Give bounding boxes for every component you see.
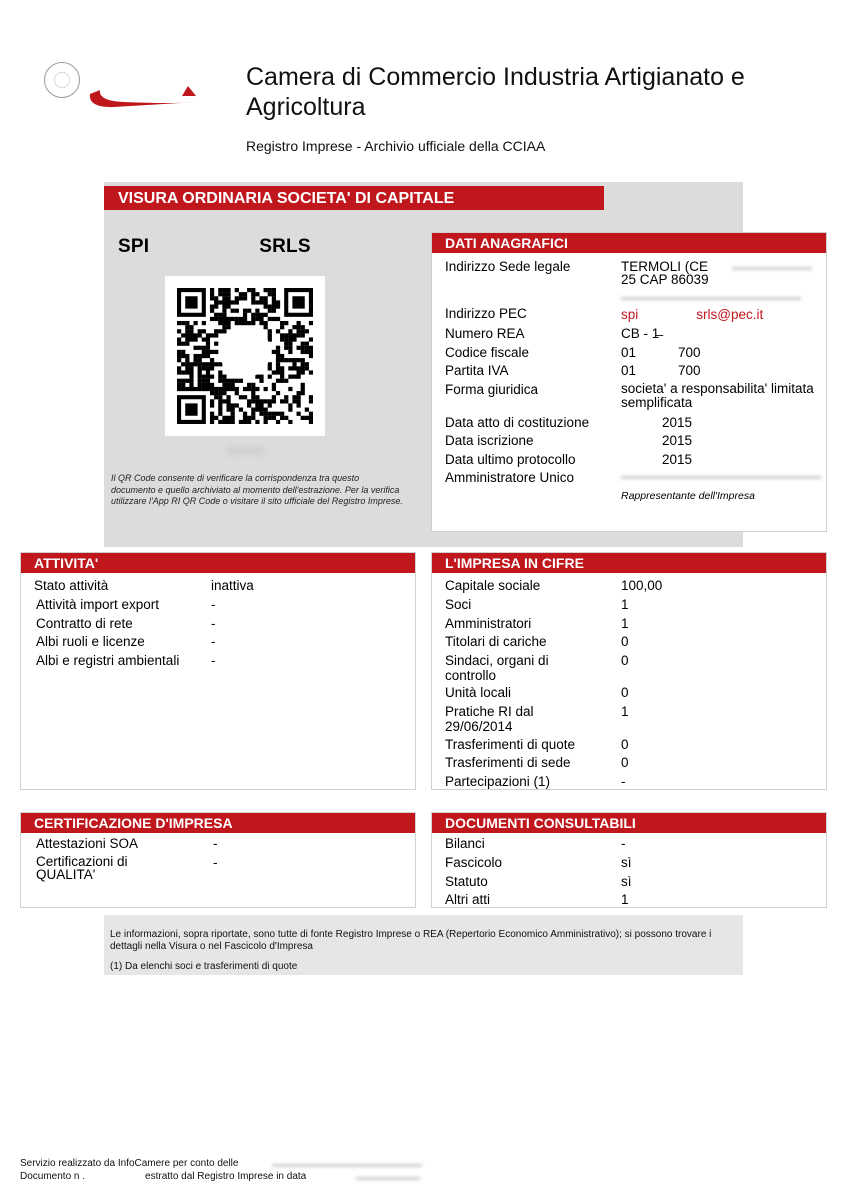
- qr-code-icon: [177, 288, 313, 424]
- value-partita-iva: 01 700: [621, 363, 701, 378]
- chamber-logo-swoosh: [84, 74, 200, 110]
- label-forma-giuridica: Forma giuridica: [445, 382, 539, 397]
- panel-impresa-cifre: [431, 552, 827, 790]
- value-bilanci: -: [621, 836, 626, 851]
- service-line: Servizio realizzato da InfoCamere per conto delle: [20, 1158, 239, 1169]
- page-subtitle: Registro Imprese - Archivio ufficiale della CCIAA: [246, 138, 546, 154]
- panel-documenti: [431, 812, 827, 908]
- value-stato-attivita: inattiva: [211, 578, 254, 593]
- value-pec[interactable]: spi srls@pec.it: [621, 307, 764, 322]
- value-qualita: -: [213, 855, 218, 870]
- panel-title: DATI ANAGRAFICI: [432, 233, 826, 253]
- panel-dati-anagrafici: [431, 232, 827, 532]
- label-qualita: Certificazioni di QUALITA': [36, 854, 128, 882]
- label-rea: Numero REA: [445, 326, 525, 341]
- value-contratto-rete: -: [211, 616, 216, 631]
- chamber-seal-icon: [44, 62, 80, 98]
- value-data-costituzione: 2015: [662, 415, 693, 430]
- value-data-iscrizione: 2015: [662, 433, 693, 448]
- label-pratiche-ri: Pratiche RI dal 29/06/2014: [445, 704, 534, 734]
- label-codice-fiscale: Codice fiscale: [445, 345, 530, 360]
- label-partita-iva: Partita IVA: [445, 363, 509, 378]
- panel-attivita: [20, 552, 416, 790]
- value-import-export: -: [211, 597, 216, 612]
- value-unita-locali: 0: [621, 685, 629, 700]
- footer-info-text: Le informazioni, sopra riportate, sono tutte di fonte Registro Imprese o REA (Repertorio Economico Amministrativo); si possono trovare i dettagli nella Visura o nel Fascicolo d'Impresa: [110, 929, 712, 952]
- value-titolari: 0: [621, 634, 629, 649]
- value-codice-fiscale: 01 700: [621, 345, 701, 360]
- page-title: Camera di Commercio Industria Artigianato e Agricoltura: [246, 63, 745, 121]
- value-trasf-sede: 0: [621, 755, 629, 770]
- document-number-line: Documento n . estratto dal Registro Imprese in data: [20, 1171, 307, 1182]
- qr-note: Il QR Code consente di verificare la corrispondenza tra questo documento e quello archiviato al momento dell'estrazione. Per la verifica utilizzare l'App RI QR Code o visitare il sito ufficiale del Registro Imprese.: [111, 473, 403, 507]
- value-albi-ruoli: -: [211, 634, 216, 649]
- panel-certificazione: [20, 812, 416, 908]
- value-trasf-quote: 0: [621, 737, 629, 752]
- label-trasf-quote: Trasferimenti di quote: [445, 737, 576, 752]
- panel-title: DOCUMENTI CONSULTABILI: [432, 813, 826, 833]
- value-amministratori: 1: [621, 616, 629, 631]
- label-data-costituzione: Data atto di costituzione: [445, 415, 590, 430]
- value-sede-legale: TERMOLI (CE: [621, 259, 709, 274]
- panel-title: ATTIVITA': [21, 553, 415, 573]
- label-altri-atti: Altri atti: [445, 892, 491, 907]
- label-soa: Attestazioni SOA: [36, 836, 139, 851]
- label-soci: Soci: [445, 597, 472, 612]
- value-data-protocollo: 2015: [662, 452, 693, 467]
- value-fascicolo: sì: [621, 855, 632, 870]
- panel-title: CERTIFICAZIONE D'IMPRESA: [21, 813, 415, 833]
- value-cap: 25 CAP 86039: [621, 272, 709, 287]
- note-rappresentante: Rappresentante dell'Impresa: [621, 490, 755, 502]
- document-type-banner: VISURA ORDINARIA SOCIETA' DI CAPITALE: [104, 186, 604, 210]
- label-data-iscrizione: Data iscrizione: [445, 433, 534, 448]
- label-amministratori: Amministratori: [445, 616, 532, 631]
- value-partecipazioni: -: [621, 774, 626, 789]
- footer-note: (1) Da elenchi soci e trasferimenti di quote: [110, 961, 298, 972]
- label-albi-ruoli: Albi ruoli e licenze: [36, 634, 145, 649]
- company-name: [118, 236, 311, 258]
- value-capitale: 100,00: [621, 578, 663, 593]
- label-titolari: Titolari di cariche: [445, 634, 547, 649]
- label-sede-legale: Indirizzo Sede legale: [445, 259, 571, 274]
- label-unita-locali: Unità locali: [445, 685, 512, 700]
- label-data-protocollo: Data ultimo protocollo: [445, 452, 576, 467]
- value-pratiche-ri: 1: [621, 704, 629, 719]
- label-albi-ambientali: Albi e registri ambientali: [36, 653, 180, 668]
- label-bilanci: Bilanci: [445, 836, 485, 851]
- label-partecipazioni: Partecipazioni (1): [445, 774, 551, 789]
- value-statuto: sì: [621, 874, 632, 889]
- panel-title: L'IMPRESA IN CIFRE: [432, 553, 826, 573]
- value-rea: CB - 1̶: [621, 326, 660, 341]
- label-import-export: Attività import export: [36, 597, 160, 612]
- redaction-smudge: [226, 446, 266, 456]
- label-fascicolo: Fascicolo: [445, 855, 503, 870]
- company-name-prefix: SPI: [118, 236, 150, 257]
- value-altri-atti: 1: [621, 892, 629, 907]
- label-statuto: Statuto: [445, 874, 488, 889]
- label-sindaci: Sindaci, organi di controllo: [445, 653, 549, 683]
- company-name-suffix: SRLS: [259, 236, 311, 257]
- value-sindaci: 0: [621, 653, 629, 668]
- value-soci: 1: [621, 597, 629, 612]
- label-amministratore: Amministratore Unico: [445, 470, 575, 485]
- label-capitale: Capitale sociale: [445, 578, 541, 593]
- label-stato-attivita: Stato attività: [34, 578, 109, 593]
- label-contratto-rete: Contratto di rete: [36, 616, 133, 631]
- label-trasf-sede: Trasferimenti di sede: [445, 755, 571, 770]
- value-albi-ambientali: -: [211, 653, 216, 668]
- label-pec: Indirizzo PEC: [445, 306, 527, 321]
- value-soa: -: [213, 836, 218, 851]
- value-forma-giuridica: societa' a responsabilita' limitata semplificata: [621, 381, 814, 410]
